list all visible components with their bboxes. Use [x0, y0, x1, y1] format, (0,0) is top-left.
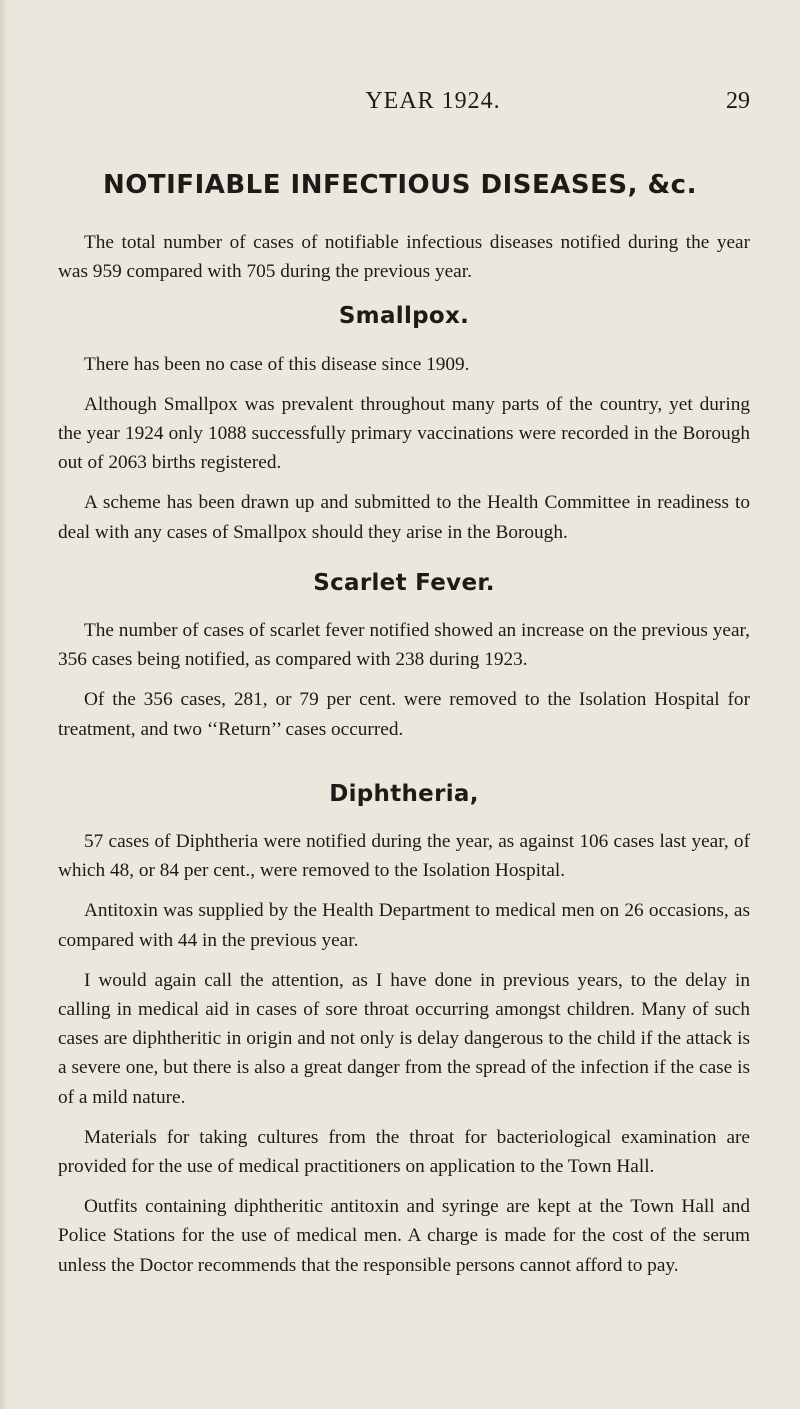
paragraph: Outfits containing diphtheritic antitoxin and syringe are kept at the Town Hall and Police Stations for the use of medical men. A charge is made for the cost of the serum unless the Doctor recommends that the responsible persons cannot afford to pay.: [58, 1196, 750, 1276]
paragraph: Antitoxin was supplied by the Health Department to medical men on 26 occasions, as compared with 44 in the previous year.: [58, 900, 750, 951]
paragraph: Although Smallpox was prevalent throughout many parts of the country, yet during the year 1924 only 1088 successfully primary vaccinations were recorded in the Borough out of 2063 births registered.: [58, 393, 750, 474]
paragraph: I would again call the attention, as I have done in previous years, to the delay in calling in medical aid in cases of sore throat occurring amongst children. Many of such cases are diphtheritic in origin and not only is delay dangerous to the child if the attack is a severe one, but there is also a great danger from the spread of the infection if the case is of a mild nature.: [58, 969, 750, 1108]
intro-paragraph: The total number of cases of notifiable infectious diseases notified during the year was 959 compared with 705 during the previous year.: [58, 232, 750, 283]
running-head-title: YEAR 1924.: [365, 88, 501, 114]
running-head: [116, 82, 750, 122]
paragraph: A scheme has been drawn up and submitted to the Health Committee in readiness to deal with any cases of Smallpox should they arise in the Borough.: [58, 492, 750, 543]
paragraph: Materials for taking cultures from the throat for bacteriological examination are provided for the use of medical practitioners on application to the Town Hall.: [58, 1126, 750, 1178]
section-smallpox: [58, 302, 750, 546]
main-heading: NOTIFIABLE INFECTIOUS DISEASES, &c.: [103, 170, 697, 200]
section-heading: Diphtheria,: [329, 780, 479, 807]
paragraph: Of the 356 cases, 281, or 79 per cent. were removed to the Isolation Hospital for treatment, and two ‘‘Return’’ cases occurred.: [58, 689, 750, 740]
page-edge-shadow: [0, 0, 8, 1409]
document-body: [58, 228, 750, 1291]
section-scarlet-fever: [58, 569, 750, 744]
paragraph: There has been no case of this disease since 1909.: [84, 353, 470, 375]
section-heading: Smallpox.: [338, 303, 470, 330]
paragraph: 57 cases of Diphtheria were notified during the year, as against 106 cases last year, of which 48, or 84 per cent., were removed to the Isolation Hospital.: [58, 831, 750, 882]
paragraph: The number of cases of scarlet fever notified showed an increase on the previous year, 356 cases being notified, as compared with 238 during 1923.: [58, 620, 750, 671]
section-diphtheria: [58, 780, 750, 1280]
section-heading: Scarlet Fever.: [313, 569, 495, 596]
page-number: 29: [726, 88, 750, 114]
